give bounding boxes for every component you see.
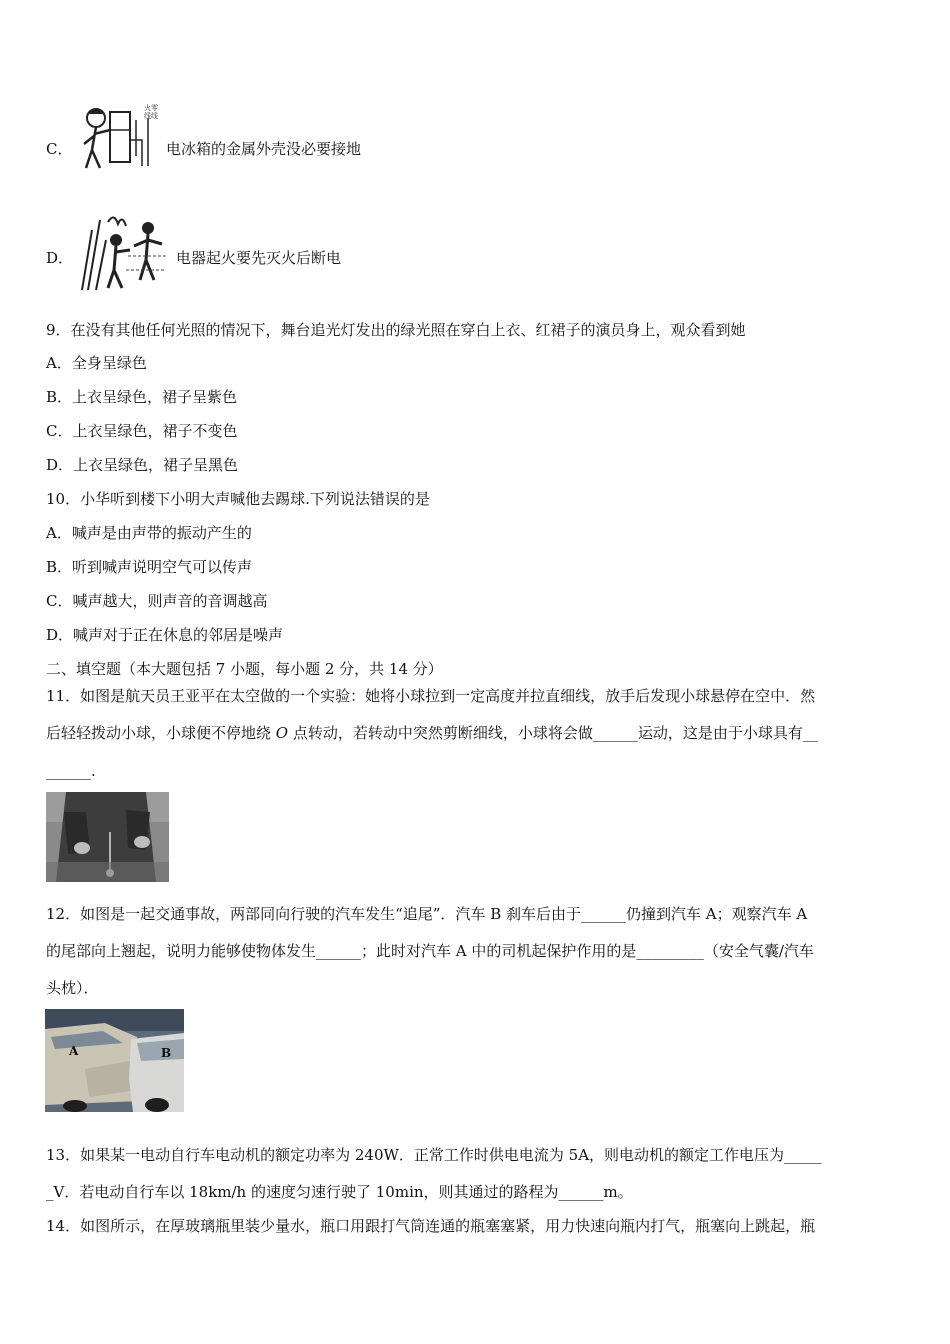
q11-point-o: O <box>275 724 289 742</box>
q9-option-c: C．上衣呈绿色，裙子不变色 <box>46 422 238 440</box>
car-a-label: A <box>69 1044 79 1058</box>
fig-label-fire-neutral: 火零 <box>144 104 158 112</box>
q13-line-1: 13．如果某一电动自行车电动机的额定功率为 240W．正常工作时供电电流为 5A，则电动机的额定工作电压为_____ <box>46 1146 822 1164</box>
q8-option-d-label: D． <box>46 249 74 267</box>
q8-option-c-label: C． <box>46 140 73 158</box>
q10-stem: 10．小华听到楼下小明大声喊他去踢球.下列说法错误的是 <box>46 490 430 508</box>
q9-stem: 9．在没有其他任何光照的情况下，舞台追光灯发出的绿光照在穿白上衣、红裙子的演员身上，观众看到她 <box>46 321 746 339</box>
q10-option-c: C．喊声越大，则声音的音调越高 <box>46 592 268 610</box>
electrical-fire-illustration <box>78 210 170 292</box>
fig-label-wire: 线线 <box>144 112 158 120</box>
q11-line-3: ______. <box>46 762 96 780</box>
q11-line-1: 11．如图是航天员王亚平在太空做的一个实验：她将小球拉到一定高度并拉直细线，放手后发现小球悬停在空中．然 <box>46 687 816 705</box>
q10-option-b: B．听到喊声说明空气可以传声 <box>46 558 253 576</box>
q8-option-d-text: 电器起火要先灭火后断电 <box>176 249 342 267</box>
section-heading-fill-in: 二、填空题（本大题包括 7 小题，每小题 2 分，共 14 分） <box>46 660 443 678</box>
rear-end-collision-photo <box>45 1009 184 1112</box>
q10-option-d: D．喊声对于正在休息的邻居是噪声 <box>46 626 284 644</box>
q9-option-a: A．全身呈绿色 <box>46 354 147 372</box>
q11-line-2a: 后轻轻拨动小球，小球便不停地绕 <box>46 724 276 742</box>
q9-option-b: B．上衣呈绿色，裙子呈紫色 <box>46 388 238 406</box>
car-b-label: B <box>161 1046 172 1060</box>
q11-line-2b: 点转动，若转动中突然剪断细线，小球将会做______运动，这是由于小球具有__ <box>288 724 818 742</box>
q12-line-2: 的尾部向上翘起，说明力能够使物体发生______；此时对汽车 A 中的司机起保护作用的是_________（安全气囊/汽车 <box>46 942 814 960</box>
q8-option-c-text: 电冰箱的金属外壳没必要接地 <box>166 140 362 158</box>
q11-line-2 <box>46 723 818 743</box>
q12-line-1: 12．如图是一起交通事故，两部同向行驶的汽车发生“追尾”．汽车 B 刹车后由于______仍撞到汽车 A；观察汽车 A <box>46 905 808 923</box>
q10-option-a: A．喊声是由声带的振动产生的 <box>46 524 252 542</box>
q12-line-3: 头枕）． <box>46 979 99 997</box>
q9-option-d: D．上衣呈绿色，裙子呈黑色 <box>46 456 239 474</box>
q14-line-1: 14．如图所示，在厚玻璃瓶里装少量水，瓶口用跟打气筒连通的瓶塞塞紧，用力快速向瓶内打气，瓶塞向上跳起，瓶 <box>46 1217 816 1235</box>
space-experiment-photo <box>46 792 169 882</box>
fridge-grounding-illustration <box>76 100 166 172</box>
q13-line-2: _V．若电动自行车以 18km/h 的速度匀速行驶了 10min，则其通过的路程为______m。 <box>46 1183 633 1201</box>
